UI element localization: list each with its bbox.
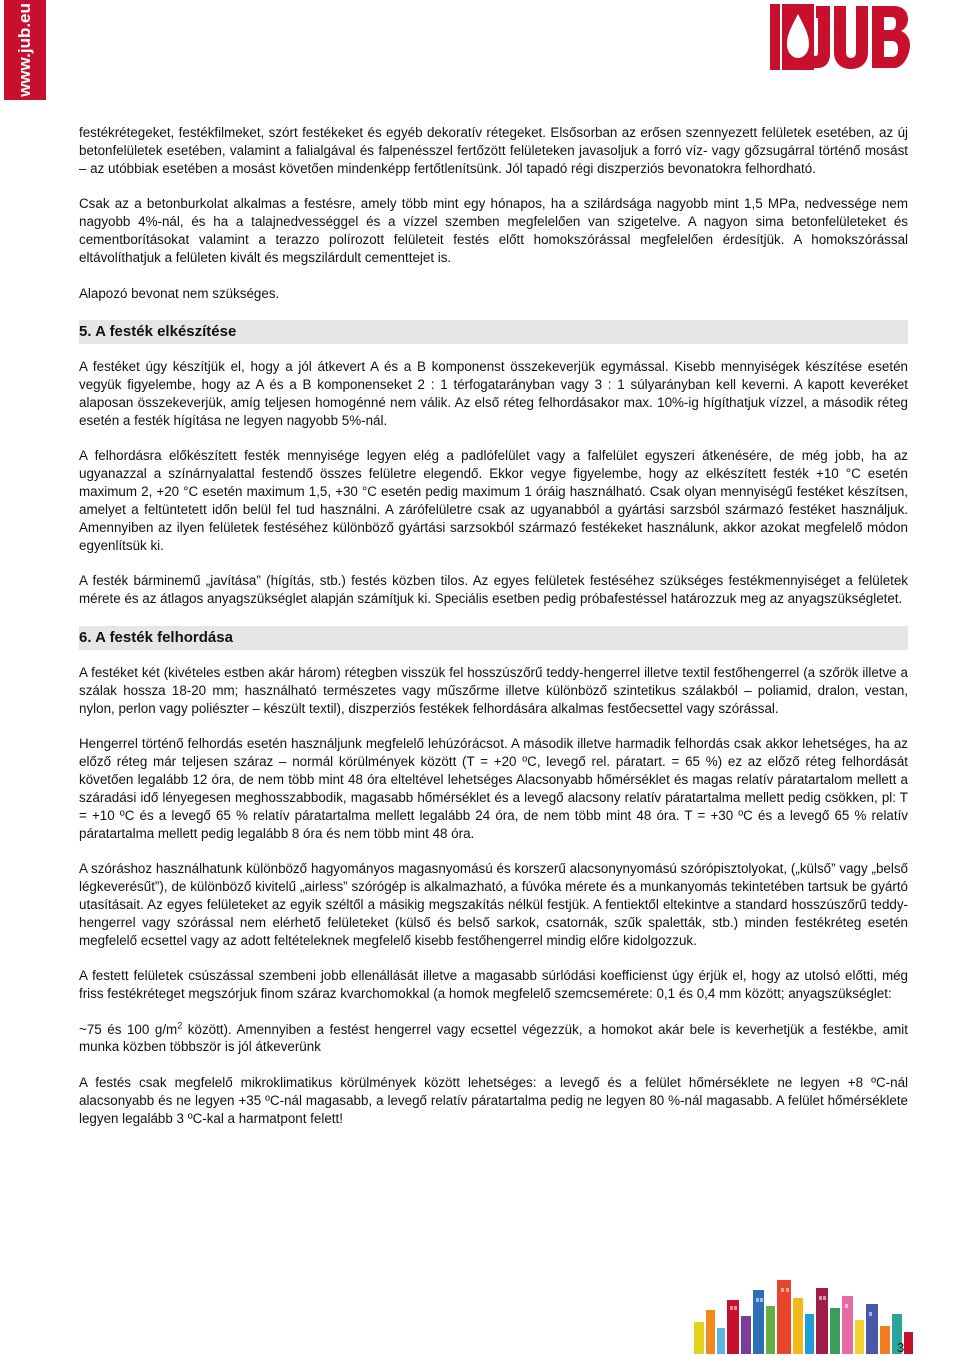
paragraph: A festés csak megfelelő mikroklimatikus körülmények között lehetséges: a levegő és a felület hőmérséklete ne legyen +8 ºC-nál alacsonyabb és ne legyen +35 ºC-nál magasabb, a levegő relatív páratartalma pedig ne legyen 80 %-nál magasabb. A felület hőmérséklete legyen legalább 3 ºC-kal a harmatpont felett! [79, 1074, 908, 1126]
paragraph: A felhordásra előkészített festék mennyisége legyen elég a padlófelület vagy a falfelület egyszeri átkenésére, de még jobb, ha az ugyanazzal a színárnyalattal festendő összes felületre elegendő. Ekkor vegye figyelembe, hogy az elkészített festék +10 °C esetén maximum 2, +20 °C esetén maximum 1,5, +30 °C esetén pedig maximum 1 óráig használható. Csak olyan mennyiségű festéket készítsen, amelyet a feltüntetett időn belül fel tud használni. A zárófelületre csak az ugyanabból a gyártási sarzsból származó festéket használjuk. Amennyiben az ilyen felületek festéséhez különböző gyártási sarzsokból származó festékeket használunk, akkor azokat megfelelő módon egyenlítsük ki. [79, 448, 908, 553]
site-url: www.jub.eu [15, 3, 34, 97]
text-run: között). Amennyiben a festést hengerrel vagy ecsettel végezzük, a homokot akár bele is keverhetjük a festékbe, amit munka közben többször is jól átkeverünk [79, 1021, 909, 1055]
section-heading-6: 6. A festék felhordása [79, 626, 908, 650]
paragraph: A szóráshoz használhatunk különböző hagyományos magasnyomású és korszerű alacsonynyomású szórópisztolyokat, („külső” vagy „belső légkeverésűt”), de különböző kivitelű „airless” szórógép is alkalmazható, a fúvóka mérete és a munkanyomás tekintetében tartsuk be gyártó utasításait. Az egyes felületeket az egyik széltől a másikig megszakítás nélkül festjük. A fentiektől eltekintve a standard hosszúszőrű teddy-hengerrel vagy szórással nem elérhető felületeket (külső és belső sarkok, csatornák, szűk spaletták, stb.) minden festékréteg esetén megfelelő ecsettel vagy az adott feltételeknek megfelelő kisebb festőhengerrel mindig előre kidolgozzuk. [79, 861, 908, 948]
paragraph: A festéket két (kivételes estben akár három) rétegben visszük fel hosszúszőrű teddy-hengerrel illetve textil festőhengerrel (a szőrök illetve a szálak hossza 18-20 mm; használható természetes vagy műszőrme illetve különböző szintetikus szálakból – poliamid, dralon, vestan, nylon, perlon vagy poliészter – készült textil), diszperziós festékek felhordására alkalmas festőecsettel vagy szórással. [79, 664, 908, 716]
site-url-tab [4, 0, 46, 100]
page-number: 3 [897, 1340, 905, 1355]
paragraph: Csak az a betonburkolat alkalmas a festésre, amely több mint egy hónapos, ha a szilárdsága nagyobb mint 1,5 MPa, nedvessége nem nagyobb 4%-nál, és ha a talajnedvességgel és a vízzel szemben megfelelően van szigetelve. A nagyon sima betonfelületeket és cementborításokat valamint a terazzo polírozott felületeit festés előtt homokszórással megfelelően érdesítjük. A homokszórással eltávolíthatjuk a felületen kivált és megszilárdult cementtejet is. [79, 196, 908, 266]
paragraph: Alapozó bevonat nem szükséges. [79, 285, 280, 301]
paragraph: Hengerrel történő felhordás esetén használjunk megfelelő lehúzórácsot. A második illetve harmadik felhordás csak akkor lehetséges, ha az előző réteg már teljesen száraz – normál körülmények között (T = +20 ºC, levegő rel. páratart. = 65 %) ez az előző réteg felhordását követően legalább 12 óra, de nem több mint 48 óra elteltével lehetséges Alacsonyabb hőmérséklet és magas relatív páratartalom mellett a száradási idő lényegesen meghosszabbodik, magasabb hőmérséklet és a levegő alacsony relatív páratartalma mellett pedig csökken, pl: T = +10 ºC és a levegő 65 % relatív páratartalma mellett legalább 24 óra, de nem több mint 48 óra. T = +30 ºC és a levegő 65 % relatív páratartalma mellett pedig legalább 8 óra és nem több mint 48 óra. [79, 736, 908, 841]
superscript: 2 [177, 1020, 183, 1031]
paragraph: festékrétegeket, festékfilmeket, szórt festékeket és egyéb dekoratív rétegeket. Elsősorban az erősen szennyezett felületek esetében, az új betonfelületek esetében, valamint a falialgával és falpenésszel fertőzött felületeken javasoljuk a forró víz- vagy gőzsugárral történő mosást – az utóbbiak esetében a mosást követően mindenképp fertőtlenítsünk. Jól tapadó régi diszperziós bevonatokra felhordható. [79, 125, 908, 176]
document-body [79, 124, 908, 1128]
paragraph [79, 1021, 908, 1057]
paragraph: A festéket úgy készítjük el, hogy a jól átkevert A és a B komponenst összekeverjük egymással. Kisebb mennyiségek készítése esetén vegyük figyelembe, hogy az A és a B komponenseket 2 : 1 térfogatarányban vagy 3 : 1 súlyarányban kell keverni. A kapott keveréket alaposan összekeverjük, amíg teljesen homogénné nem válik. Az első réteg felhordásakor max. 10%-ig hígíthatjuk vízzel, a második réteg esetén a festék hígítása ne legyen nagyobb 5%-nál. [79, 359, 908, 428]
section-heading-5: 5. A festék elkészítése [79, 320, 908, 344]
paragraph: A festék bárminemű „javítása” (hígítás, stb.) festés közben tilos. Az egyes felületek festéséhez szükséges festékmennyiséget a felületek mérete és az átlagos anyagszükséglet alapján számítjuk ki. Speciális esetben pedig próbafestéssel határozzuk meg az anyagszükségletet. [79, 573, 908, 607]
paragraph: A festett felületek csúszással szembeni jobb ellenállását illetve a magasabb súrlódási koefficienst úgy érjük el, hogy az utolsó előtti, még friss festékréteget megszórjuk finom száraz kvarchomokkal (a homok megfelelő szemcsemérete: 0,1 és 0,4 mm között; anyagszükséglet: [79, 968, 908, 1002]
jub-logo [770, 4, 912, 70]
decorative-skyline-graphic [690, 1270, 915, 1354]
text-run: ~75 és 100 g/m [79, 1021, 178, 1037]
